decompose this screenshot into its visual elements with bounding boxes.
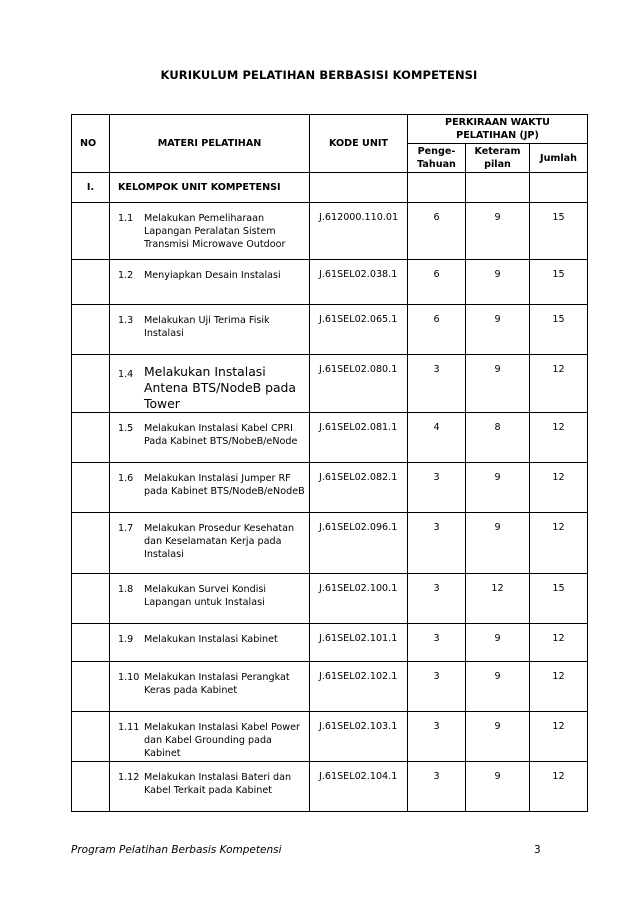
row-kode: J.61SEL02.038.1 (310, 260, 408, 305)
row-pengetahuan: 3 (408, 762, 466, 812)
row-keterampilan: 9 (466, 662, 530, 712)
row-number: 1.5 (118, 423, 134, 434)
row-jumlah: 12 (530, 463, 588, 513)
row-materi: Melakukan Instalasi Kabel Power dan Kabel Grounding pada Kabinet (144, 722, 300, 759)
row-number: 1.3 (118, 315, 134, 326)
row-keterampilan: 9 (466, 260, 530, 305)
row-kode: J.61SEL02.096.1 (310, 513, 408, 574)
row-jumlah: 15 (530, 203, 588, 260)
header-keterampilan: Keteram pilan (466, 144, 530, 173)
row-keterampilan: 9 (466, 203, 530, 260)
row-pengetahuan: 3 (408, 355, 466, 413)
table-row (72, 203, 588, 260)
table-row (72, 762, 588, 812)
table-row (72, 463, 588, 513)
row-materi: Melakukan Instalasi Kabel CPRI Pada Kabinet BTS/NobeB/eNode (144, 423, 298, 447)
row-keterampilan: 9 (466, 355, 530, 413)
header-jumlah: Jumlah (530, 144, 588, 173)
row-kode: J.61SEL02.080.1 (310, 355, 408, 413)
row-number: 1.8 (118, 584, 134, 595)
row-materi: Melakukan Pemeliharaan Lapangan Peralatan Sistem Transmisi Microwave Outdoor (144, 213, 286, 250)
row-keterampilan: 9 (466, 624, 530, 662)
row-number: 1.11 (118, 722, 140, 733)
table-row (72, 413, 588, 463)
row-keterampilan: 9 (466, 513, 530, 574)
row-number: 1.12 (118, 772, 140, 783)
row-kode: J.61SEL02.065.1 (310, 305, 408, 355)
header-no: NO (72, 115, 110, 173)
row-materi: Melakukan Uji Terima Fisik Instalasi (144, 315, 270, 339)
row-keterampilan: 9 (466, 712, 530, 762)
table-row (72, 574, 588, 624)
table-row (72, 662, 588, 712)
row-keterampilan: 9 (466, 463, 530, 513)
row-materi: Melakukan Instalasi Kabinet (144, 634, 278, 645)
row-jumlah: 12 (530, 413, 588, 463)
row-jumlah: 12 (530, 624, 588, 662)
section-no: I. (72, 173, 110, 203)
row-kode: J.61SEL02.082.1 (310, 463, 408, 513)
row-kode: J.612000.110.01 (310, 203, 408, 260)
section-row (72, 173, 588, 203)
header-pengetahuan: Penge- Tahuan (408, 144, 466, 173)
row-pengetahuan: 3 (408, 624, 466, 662)
row-pengetahuan: 3 (408, 662, 466, 712)
row-jumlah: 12 (530, 513, 588, 574)
row-materi: Melakukan Survei Kondisi Lapangan untuk Instalasi (144, 584, 267, 608)
header-perkiraan: PERKIRAAN WAKTU PELATIHAN (JP) (408, 115, 588, 144)
table-row (72, 355, 588, 413)
table-row (72, 624, 588, 662)
row-jumlah: 12 (530, 355, 588, 413)
row-jumlah: 15 (530, 574, 588, 624)
row-pengetahuan: 6 (408, 260, 466, 305)
row-keterampilan: 8 (466, 413, 530, 463)
row-pengetahuan: 3 (408, 574, 466, 624)
row-pengetahuan: 4 (408, 413, 466, 463)
row-materi: Melakukan Instalasi Antena BTS/NodeB pada Tower (144, 364, 296, 411)
row-pengetahuan: 6 (408, 305, 466, 355)
page-number: 3 (534, 844, 541, 856)
row-keterampilan: 9 (466, 762, 530, 812)
row-jumlah: 15 (530, 305, 588, 355)
row-keterampilan: 9 (466, 305, 530, 355)
row-pengetahuan: 3 (408, 712, 466, 762)
table-row (72, 712, 588, 762)
header-kode: KODE UNIT (310, 115, 408, 173)
row-number: 1.1 (118, 213, 134, 224)
row-number: 1.9 (118, 634, 134, 645)
row-number: 1.2 (118, 270, 134, 281)
row-kode: J.61SEL02.104.1 (310, 762, 408, 812)
row-number: 1.7 (118, 523, 134, 534)
table-row (72, 305, 588, 355)
row-jumlah: 12 (530, 762, 588, 812)
row-kode: J.61SEL02.100.1 (310, 574, 408, 624)
curriculum-table (71, 114, 588, 812)
header-materi: MATERI PELATIHAN (110, 115, 310, 173)
row-kode: J.61SEL02.101.1 (310, 624, 408, 662)
table-row (72, 260, 588, 305)
table-row (72, 513, 588, 574)
row-number: 1.4 (118, 369, 134, 380)
row-kode: J.61SEL02.103.1 (310, 712, 408, 762)
row-materi: Melakukan Instalasi Jumper RF pada Kabinet BTS/NodeB/eNodeB (144, 473, 305, 497)
row-materi: Melakukan Prosedur Kesehatan dan Keselamatan Kerja pada Instalasi (144, 523, 295, 560)
row-number: 1.6 (118, 473, 134, 484)
row-kode: J.61SEL02.102.1 (310, 662, 408, 712)
row-number: 1.10 (118, 672, 140, 683)
row-pengetahuan: 3 (408, 463, 466, 513)
row-jumlah: 15 (530, 260, 588, 305)
row-materi: Melakukan Instalasi Bateri dan Kabel Terkait pada Kabinet (144, 772, 292, 796)
row-pengetahuan: 6 (408, 203, 466, 260)
row-kode: J.61SEL02.081.1 (310, 413, 408, 463)
row-keterampilan: 12 (466, 574, 530, 624)
row-pengetahuan: 3 (408, 513, 466, 574)
page-title: KURIKULUM PELATIHAN BERBASISI KOMPETENSI (160, 68, 478, 82)
section-label: KELOMPOK UNIT KOMPETENSI (110, 173, 310, 203)
row-materi: Melakukan Instalasi Perangkat Keras pada Kabinet (144, 672, 290, 696)
row-materi: Menyiapkan Desain Instalasi (144, 270, 281, 281)
footer-program-name: Program Pelatihan Berbasis Kompetensi (71, 844, 282, 856)
row-jumlah: 12 (530, 712, 588, 762)
row-jumlah: 12 (530, 662, 588, 712)
